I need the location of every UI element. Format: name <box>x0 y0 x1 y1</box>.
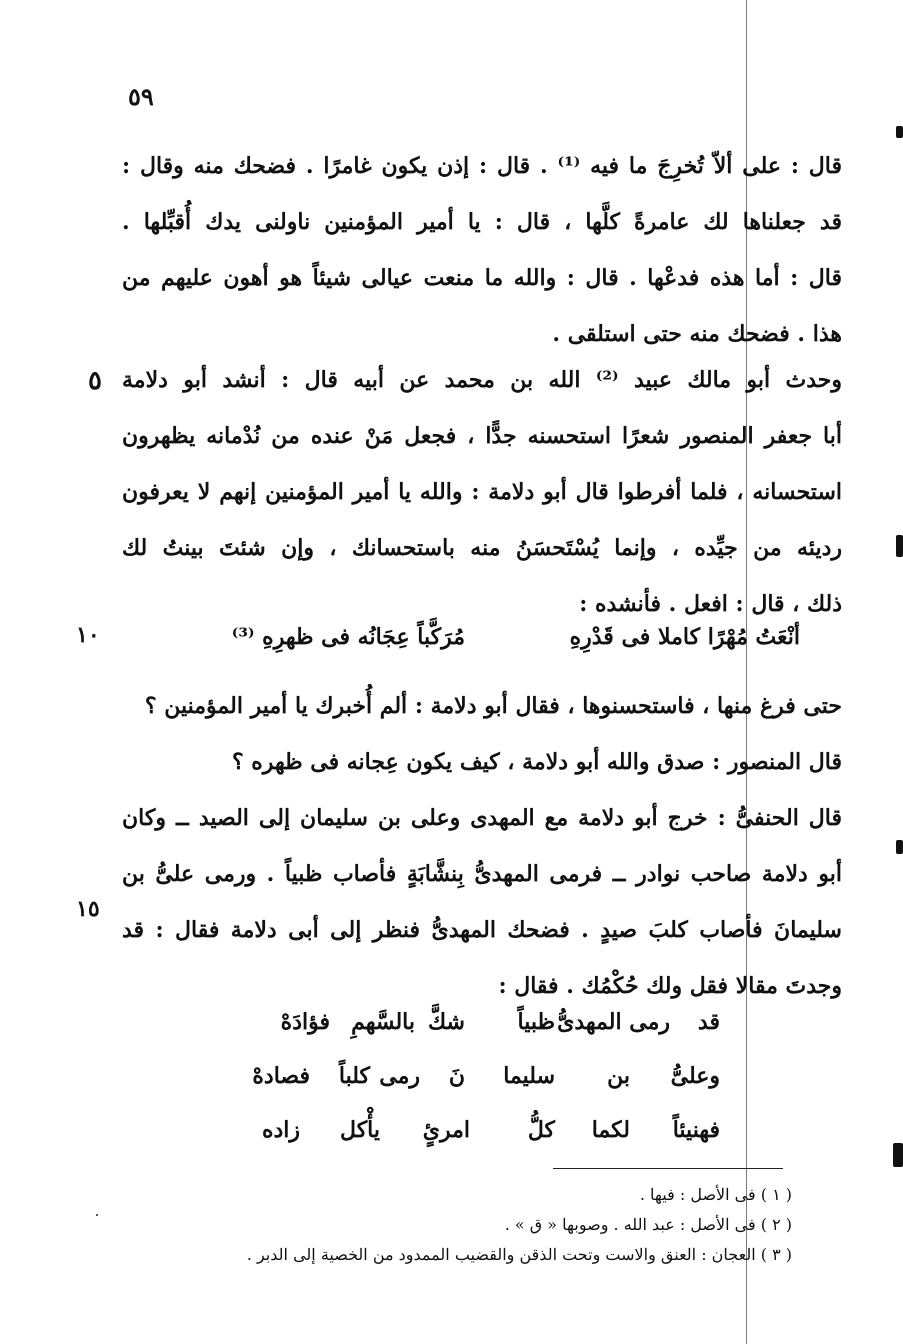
text-line: وحدث أبو مالك عبيد ⁽²⁾ الله بن محمد عن أبيه قال : أنشد أبو دلامة <box>122 367 842 393</box>
text-line: رديئه من جيِّده ، وإنما يُسْتَحسَنُ منه باستحسانك ، وإن شئتَ بينتُ لك <box>122 535 842 561</box>
text-line: سليمانَ فأصاب كلبَ صيدٍ . فضحك المهدىُّ فنظر إلى أبى دلامة فقال : قد <box>122 917 842 943</box>
text-line: أبا جعفر المنصور شعرًا استحسنه جدًّا ، فجعل مَنْ عنده من نُدْمانه يظهرون <box>122 423 842 449</box>
footnote-2: ( ٢ ) فى الأصل : عبد الله . وصوبها « ق » . <box>504 1215 792 1234</box>
line-number-5: ٥ <box>88 366 102 396</box>
poem-word: امرئٍ <box>422 1117 470 1143</box>
footnote-3: ( ٣ ) العجان : العنق والاست وتحت الذقن والقضيب الممدود من الخصية إلى الدبر . <box>246 1245 792 1264</box>
poem-word: ظبياً <box>517 1009 555 1035</box>
poem-word: شكَّ <box>428 1009 465 1035</box>
paragraph-1 <box>122 138 842 362</box>
poem-word: نَ <box>448 1063 465 1089</box>
poem-line <box>200 1049 720 1103</box>
poem-word: بالسَّهمِ <box>351 1009 415 1035</box>
poem-word: رمى <box>379 1063 420 1089</box>
text-line: قال المنصور : صدق والله أبو دلامة ، كيف يكون عِجانه فى ظهره ؟ <box>231 749 842 775</box>
scan-speck <box>96 1214 98 1216</box>
poem-word: وعلىُّ <box>670 1063 720 1089</box>
text-line: أبو دلامة صاحب نوادر ــ فرمى المهدىُّ بِنشَّابَةٍ فأصاب ظبياً . ورمى علىُّ بن <box>122 861 842 887</box>
text-line: قال : على ألاّ تُخرِجَ ما فيه ⁽¹⁾ . قال : إذن يكون غامرًا . فضحك منه وقال : <box>122 153 842 179</box>
poem-word: زاده <box>261 1117 300 1143</box>
poem-word: كلباً <box>338 1063 370 1089</box>
poem-word: قد <box>697 1009 720 1035</box>
verse-hemistich-2: مُرَكَّباً عِجَانُه فى ظهرِهِ ⁽³⁾ <box>231 624 465 650</box>
poem-word: يأْكل <box>340 1117 380 1143</box>
poem-word: بن <box>607 1063 630 1089</box>
verse-hemistich-1: أنْعَتُ مُهْرًا كاملا فى قَدْرِهِ <box>569 624 800 650</box>
paragraph-4 <box>122 790 842 1014</box>
poem-word: فهنيئاً <box>672 1117 720 1143</box>
footnotes <box>200 1180 792 1270</box>
scan-edge-mark <box>896 126 903 138</box>
line-number-15: ١٥ <box>76 896 100 922</box>
text-line: هذا . فضحك منه حتى استلقى . <box>552 321 842 347</box>
poem-line <box>200 1103 720 1157</box>
poem <box>200 995 720 1157</box>
poem-line <box>200 995 720 1049</box>
poem-word: سليما <box>503 1063 555 1089</box>
poem-word: فؤادَهْ <box>280 1009 330 1035</box>
paragraph-3 <box>122 678 842 790</box>
verse-1 <box>231 612 800 668</box>
text-line: استحسانه ، فلما أفرطوا قال أبو دلامة : والله يا أمير المؤمنين إنهم لا يعرفون <box>122 479 842 505</box>
page-number: ٥٩ <box>128 82 154 111</box>
footnote-1: ( ١ ) فى الأصل : فيها . <box>639 1185 792 1204</box>
text-line: حتى فرغ منها ، فاستحسنوها ، فقال أبو دلامة : ألم أُخبرك يا أمير المؤمنين ؟ <box>144 693 842 719</box>
poem-word: رمى المهدىُّ <box>557 1009 670 1035</box>
text-line: وجدتَ مقالا فقل ولك حُكْمُك . فقال : <box>498 973 842 999</box>
poem-word: لكما <box>591 1117 630 1143</box>
scan-edge-mark <box>896 840 903 854</box>
scan-edge-mark <box>896 535 903 557</box>
scan-edge-mark <box>893 1143 903 1167</box>
paragraph-2 <box>122 352 842 632</box>
footnote-separator <box>553 1168 783 1169</box>
text-line: قال الحنفىُّ : خرج أبو دلامة مع المهدى وعلى بن سليمان إلى الصيد ــ وكان <box>122 805 842 831</box>
text-line: قد جعلناها لك عامرةً كلَّها ، قال : يا أمير المؤمنين ناولنى يدك أُقبِّلها . <box>122 209 842 235</box>
text-line: قال : أما هذه فدعْها . قال : والله ما منعت عيالى شيئاً هو أهون عليهم من <box>122 265 842 291</box>
poem-word: كلُّ <box>527 1117 555 1143</box>
text-line: ذلك ، قال : افعل . فأنشده : <box>579 591 842 617</box>
line-number-10: ١٠ <box>76 622 100 648</box>
poem-word: فصادهْ <box>252 1063 310 1089</box>
